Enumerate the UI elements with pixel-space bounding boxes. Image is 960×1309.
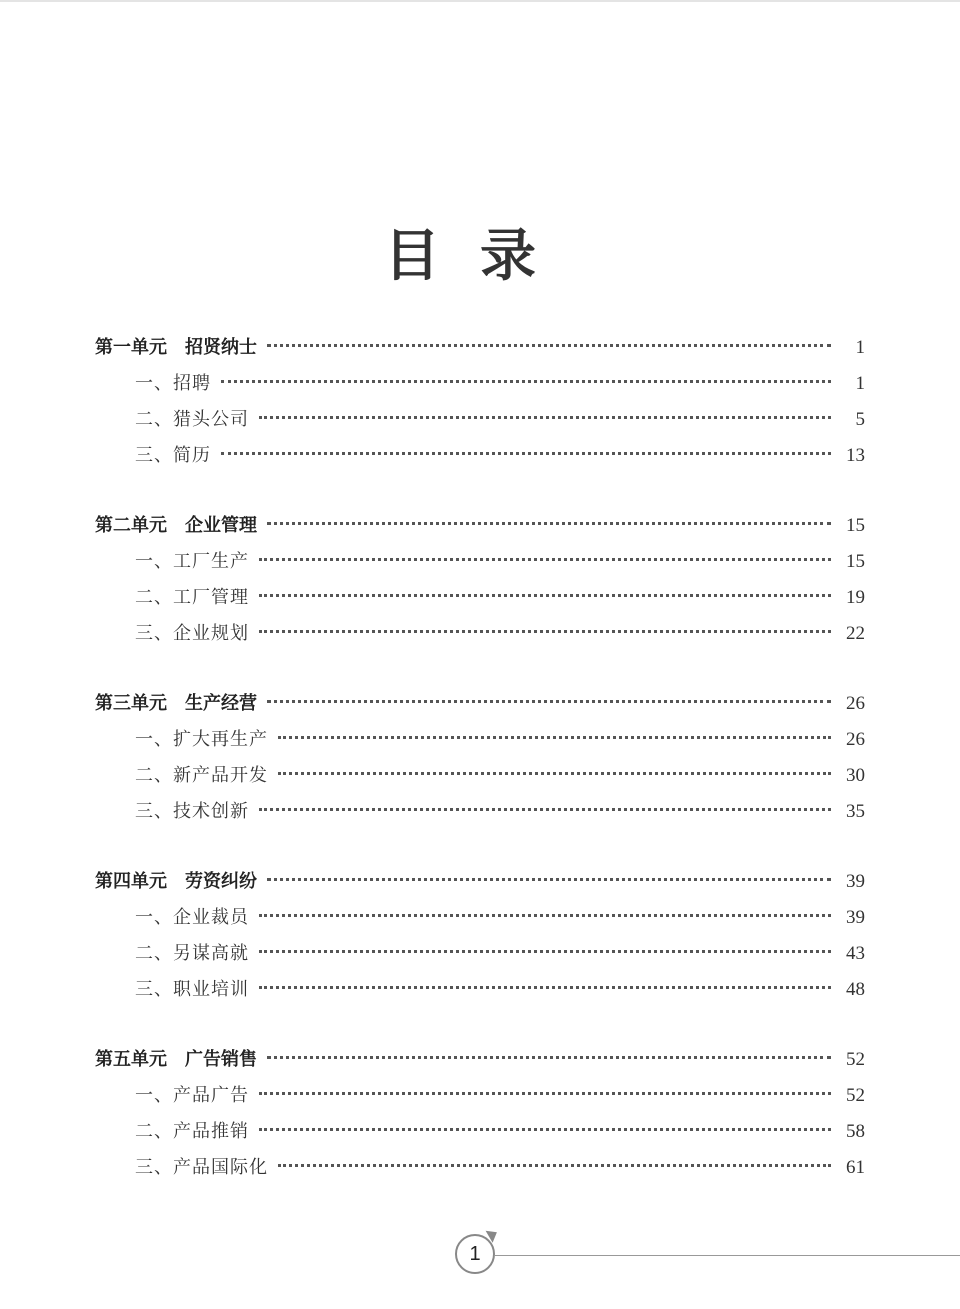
dot-leader bbox=[278, 1164, 831, 1167]
toc-page-number: 19 bbox=[846, 587, 865, 608]
toc-entry[interactable] bbox=[95, 580, 865, 616]
toc-page-number: 43 bbox=[846, 943, 865, 964]
toc-page-number: 15 bbox=[846, 551, 865, 572]
toc-unit-5 bbox=[95, 1042, 865, 1186]
dot-leader bbox=[259, 914, 831, 917]
footer-rule bbox=[495, 1255, 960, 1256]
dot-leader bbox=[267, 1056, 831, 1059]
toc-unit-4 bbox=[95, 864, 865, 1008]
toc-entry[interactable] bbox=[95, 616, 865, 652]
toc-entry-label: 一、扩大再生产 bbox=[135, 729, 268, 750]
dot-leader bbox=[259, 630, 831, 633]
dot-leader bbox=[221, 452, 831, 455]
toc-entry-label: 三、职业培训 bbox=[135, 979, 249, 1000]
dot-leader bbox=[259, 1092, 831, 1095]
toc-entry[interactable] bbox=[95, 402, 865, 438]
toc-entry[interactable] bbox=[95, 900, 865, 936]
dot-leader bbox=[259, 986, 831, 989]
toc-unit-label: 第三单元 生产经营 bbox=[95, 693, 257, 714]
toc-entry-label: 一、企业裁员 bbox=[135, 907, 249, 928]
toc-entry[interactable] bbox=[95, 544, 865, 580]
toc-page-number: 1 bbox=[855, 373, 865, 394]
toc-unit-heading[interactable] bbox=[95, 330, 865, 366]
toc-page-number: 48 bbox=[846, 979, 865, 1000]
table-of-contents bbox=[95, 330, 865, 1220]
toc-unit-1 bbox=[95, 330, 865, 474]
toc-page-number: 39 bbox=[846, 907, 865, 928]
toc-entry-label: 二、工厂管理 bbox=[135, 587, 249, 608]
top-border bbox=[0, 0, 960, 2]
dot-leader bbox=[221, 380, 831, 383]
dot-leader bbox=[259, 558, 831, 561]
dot-leader bbox=[278, 772, 831, 775]
dot-leader bbox=[259, 416, 831, 419]
toc-unit-label: 第五单元 广告销售 bbox=[95, 1049, 257, 1070]
toc-page-number: 15 bbox=[846, 515, 865, 536]
toc-entry[interactable] bbox=[95, 438, 865, 474]
toc-entry[interactable] bbox=[95, 936, 865, 972]
toc-entry-label: 三、简历 bbox=[135, 445, 211, 466]
toc-page-number: 1 bbox=[855, 337, 865, 358]
dot-leader bbox=[259, 594, 831, 597]
toc-page-number: 61 bbox=[846, 1157, 865, 1178]
toc-page-number: 26 bbox=[846, 729, 865, 750]
dot-leader bbox=[278, 736, 831, 739]
toc-entry-label: 二、猎头公司 bbox=[135, 409, 249, 430]
dot-leader bbox=[259, 950, 831, 953]
page-number-badge: 1 bbox=[455, 1234, 495, 1274]
dot-leader bbox=[267, 700, 831, 703]
toc-unit-heading[interactable] bbox=[95, 1042, 865, 1078]
toc-entry[interactable] bbox=[95, 366, 865, 402]
toc-page-number: 5 bbox=[855, 409, 865, 430]
toc-entry[interactable] bbox=[95, 1114, 865, 1150]
toc-entry[interactable] bbox=[95, 1150, 865, 1186]
dot-leader bbox=[259, 1128, 831, 1131]
toc-entry-label: 三、产品国际化 bbox=[135, 1157, 268, 1178]
toc-unit-heading[interactable] bbox=[95, 508, 865, 544]
toc-page-number: 22 bbox=[846, 623, 865, 644]
page-footer bbox=[455, 1234, 960, 1276]
toc-entry[interactable] bbox=[95, 758, 865, 794]
toc-page-number: 52 bbox=[846, 1049, 865, 1070]
dot-leader bbox=[259, 808, 831, 811]
dot-leader bbox=[267, 522, 831, 525]
toc-entry-label: 三、企业规划 bbox=[135, 623, 249, 644]
toc-unit-label: 第二单元 企业管理 bbox=[95, 515, 257, 536]
toc-entry-label: 一、产品广告 bbox=[135, 1085, 249, 1106]
page-title: 目录 bbox=[384, 223, 576, 289]
toc-entry[interactable] bbox=[95, 972, 865, 1008]
toc-page-number: 13 bbox=[846, 445, 865, 466]
toc-page-number: 35 bbox=[846, 801, 865, 822]
toc-page-number: 26 bbox=[846, 693, 865, 714]
toc-unit-heading[interactable] bbox=[95, 864, 865, 900]
toc-entry-label: 一、工厂生产 bbox=[135, 551, 249, 572]
toc-entry[interactable] bbox=[95, 722, 865, 758]
toc-page-number: 39 bbox=[846, 871, 865, 892]
toc-page-number: 30 bbox=[846, 765, 865, 786]
toc-page-number: 52 bbox=[846, 1085, 865, 1106]
toc-entry-label: 二、另谋高就 bbox=[135, 943, 249, 964]
dot-leader bbox=[267, 878, 831, 881]
toc-unit-2 bbox=[95, 508, 865, 652]
toc-unit-label: 第四单元 劳资纠纷 bbox=[95, 871, 257, 892]
toc-page-number: 58 bbox=[846, 1121, 865, 1142]
toc-unit-label: 第一单元 招贤纳士 bbox=[95, 337, 257, 358]
toc-entry-label: 二、产品推销 bbox=[135, 1121, 249, 1142]
toc-unit-3 bbox=[95, 686, 865, 830]
dot-leader bbox=[267, 344, 831, 347]
toc-unit-heading[interactable] bbox=[95, 686, 865, 722]
toc-entry-label: 一、招聘 bbox=[135, 373, 211, 394]
toc-entry-label: 二、新产品开发 bbox=[135, 765, 268, 786]
toc-entry-label: 三、技术创新 bbox=[135, 801, 249, 822]
toc-entry[interactable] bbox=[95, 794, 865, 830]
toc-entry[interactable] bbox=[95, 1078, 865, 1114]
